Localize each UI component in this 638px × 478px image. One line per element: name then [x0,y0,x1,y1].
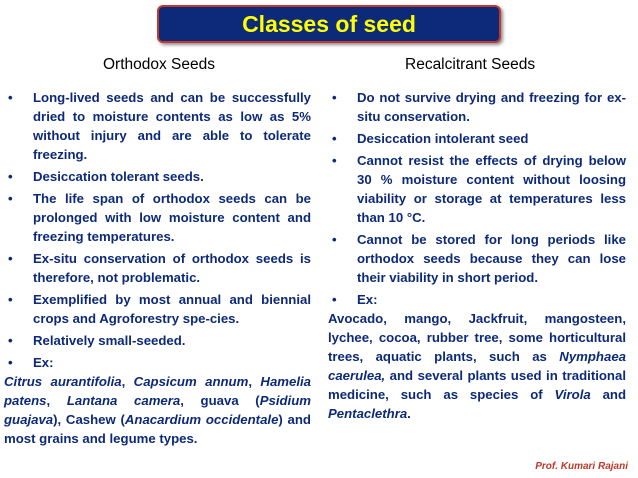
recalcitrant-examples: Avocado, mango, Jackfruit, mangosteen, lychee, cocoa, rubber tree, some horticultural trees, aquatic plants, such as Nymphaea caerulea, and several plants used in traditional medicine, such as species of Virola and Pentaclethra. [328,311,627,421]
author-signature: Prof. Kumari Rajani [535,461,628,472]
bullet-icon: • [8,169,13,184]
recalcitrant-column [328,88,626,423]
list-item: • Long-lived seeds and can be successfully dried to moisture contents as low as 5% without injury and are able to tolerate freezing. [8,90,311,162]
bullet-icon: • [8,251,13,266]
orthodox-examples: Citrus aurantifolia, Capsicum annum, Hamelia patens, Lantana camera, guava (Psidium guajava), Cashew (Anacardium occidentale) and most grains and legume types. [4,374,312,446]
list-item: • Exemplified by most annual and biennial crops and Agroforestry spe-cies. [8,292,311,326]
recalcitrant-heading: Recalcitrant Seeds [405,56,536,73]
page-title: Classes of seed [242,10,416,37]
list-item: • Cannot resist the effects of drying below 30 % moisture content without loosing viability or storage at temperatures less than 10 °C. [332,153,626,225]
list-item: • Ex-situ conservation of orthodox seeds is therefore, not problematic. [8,251,311,285]
list-item: • Desiccation tolerant seeds. [8,169,204,184]
title-banner [157,5,501,43]
bullet-icon: • [8,292,13,307]
orthodox-list [4,88,311,372]
orthodox-heading: Orthodox Seeds [103,56,216,73]
orthodox-column [4,88,311,448]
bullet-icon: • [332,292,337,307]
bullet-icon: • [8,90,13,105]
list-item: • Do not survive drying and freezing for ex-situ conservation. [332,90,626,124]
bullet-icon: • [332,232,337,247]
bullet-icon: • [8,191,13,206]
list-item: • Ex: [8,355,54,370]
bullet-icon: • [332,153,337,168]
bullet-icon: • [8,355,13,370]
recalcitrant-list [328,88,626,309]
list-item: • Cannot be stored for long periods like orthodox seeds because they can lose their viability in short period. [332,232,626,285]
list-item: • Desiccation intolerant seed [332,131,529,146]
list-item: • Ex: [332,292,378,307]
list-item: • The life span of orthodox seeds can be prolonged with low moisture content and freezing temperatures. [8,191,311,244]
bullet-icon: • [332,131,337,146]
bullet-icon: • [332,90,337,105]
list-item: • Relatively small-seeded. [8,333,186,348]
bullet-icon: • [8,333,13,348]
